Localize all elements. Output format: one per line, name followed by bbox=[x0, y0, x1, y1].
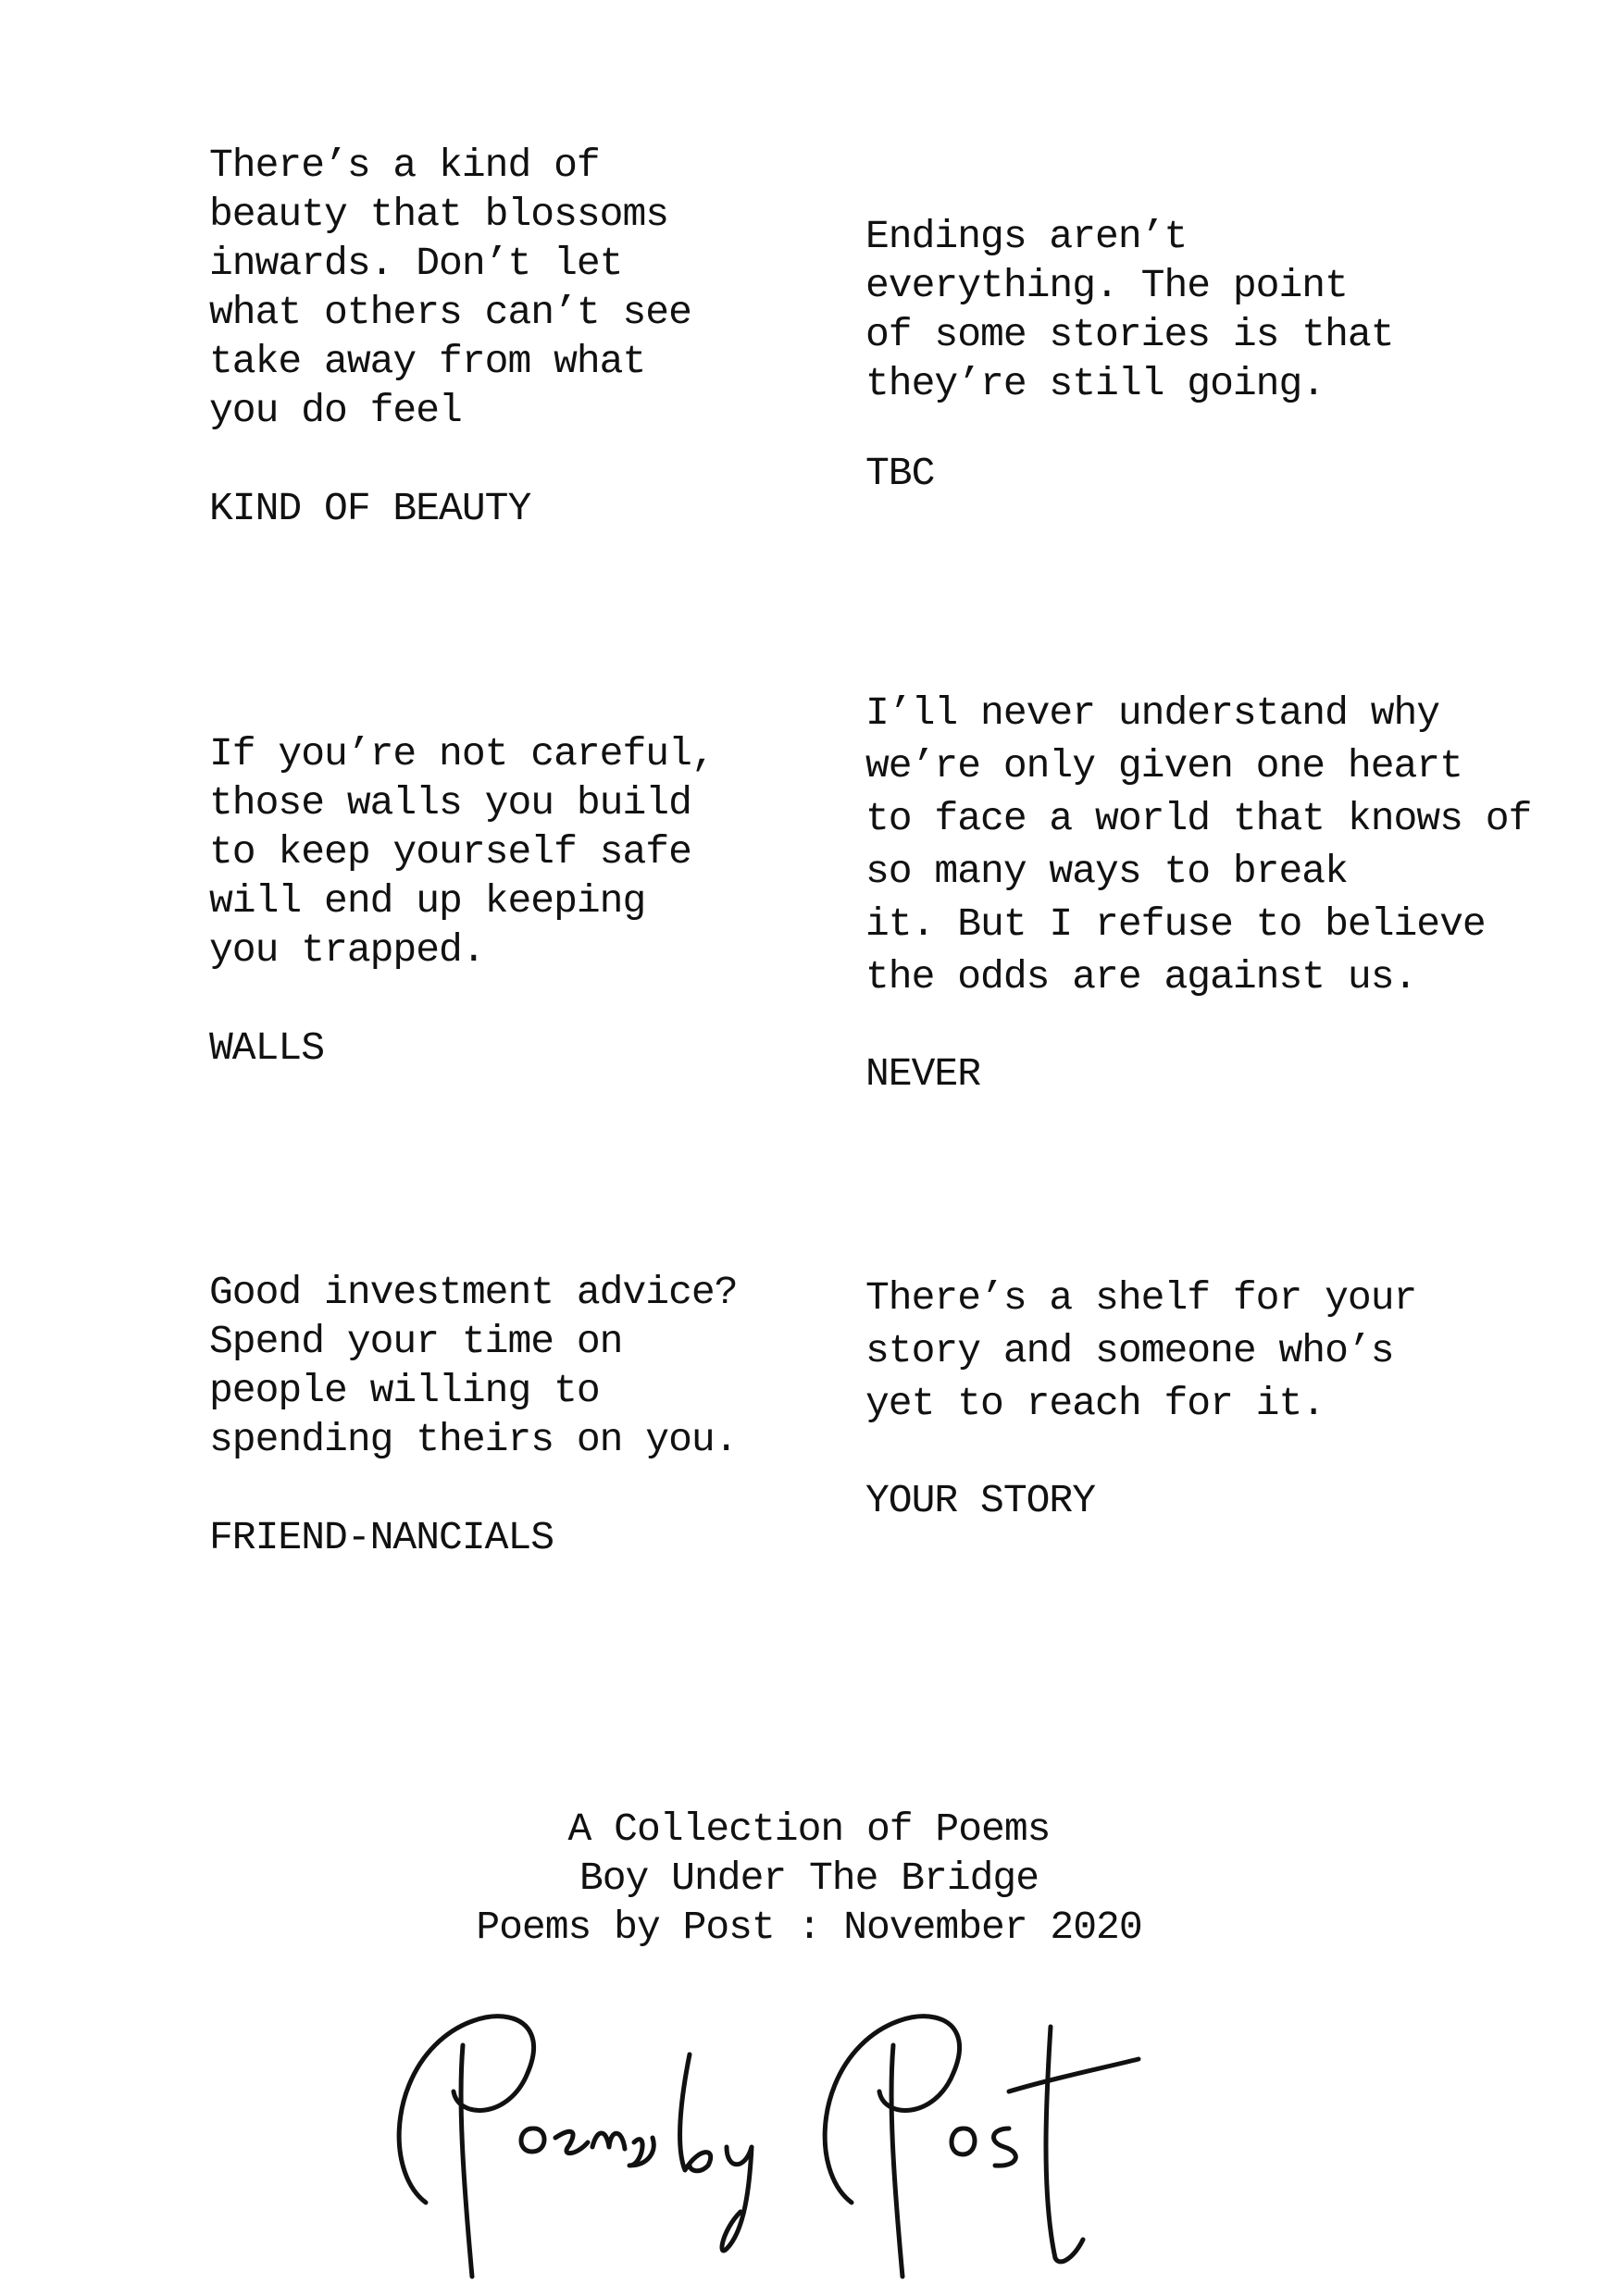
logo-stroke-y bbox=[722, 2147, 752, 2251]
poem-friend-nancials bbox=[209, 1268, 857, 1562]
poem-title: WALLS bbox=[209, 1025, 325, 1071]
collection-footer bbox=[346, 1805, 1272, 1952]
poems-by-post-logo bbox=[370, 1990, 1203, 2286]
issue-line: Poems by Post : November 2020 bbox=[476, 1905, 1142, 1950]
poem-title: TBC bbox=[865, 451, 935, 496]
author-line: Boy Under The Bridge bbox=[579, 1855, 1039, 1901]
poem-title: NEVER bbox=[865, 1051, 981, 1097]
logo-stroke-p2-stem bbox=[891, 2045, 902, 2277]
poem-title: YOUR STORY bbox=[865, 1478, 1096, 1523]
poem-body: Good investment advice? Spend your time on people willing to spending theirs on you. bbox=[209, 1270, 738, 1462]
poem-title: FRIEND-NANCIALS bbox=[209, 1515, 554, 1560]
poem-body: I’ll never understand why we’re only given one heart to face a world that knows of so many ways to break it. But I refuse to believe the odds are against us. bbox=[865, 690, 1532, 999]
poem-body: There’s a shelf for your story and someone who’s yet to reach for it. bbox=[865, 1275, 1417, 1426]
poem-kind-of-beauty bbox=[209, 141, 857, 533]
poem-body: There’s a kind of beauty that blossoms inwards. Don’t let what others can’t see take away from what you do feel bbox=[209, 143, 691, 433]
logo-stroke-p1 bbox=[399, 2017, 533, 2203]
poem-tbc bbox=[865, 212, 1513, 498]
poem-never bbox=[865, 687, 1532, 1098]
poem-your-story bbox=[865, 1272, 1513, 1525]
poem-body: If you’re not careful, those walls you build to keep yourself safe will end up keeping you trapped. bbox=[209, 731, 715, 973]
logo-stroke-b bbox=[680, 2054, 711, 2171]
poem-body: Endings aren’t everything. The point of some stories is that they’re still going. bbox=[865, 214, 1394, 406]
poem-walls bbox=[209, 729, 857, 1073]
logo-stroke-t bbox=[1009, 2027, 1139, 2262]
logo-stroke-oems bbox=[521, 2128, 653, 2166]
poem-title: KIND OF BEAUTY bbox=[209, 486, 531, 531]
collection-line: A Collection of Poems bbox=[567, 1806, 1051, 1852]
logo-stroke-p1-stem bbox=[461, 2045, 472, 2277]
logo-stroke-ost bbox=[952, 2128, 1015, 2166]
